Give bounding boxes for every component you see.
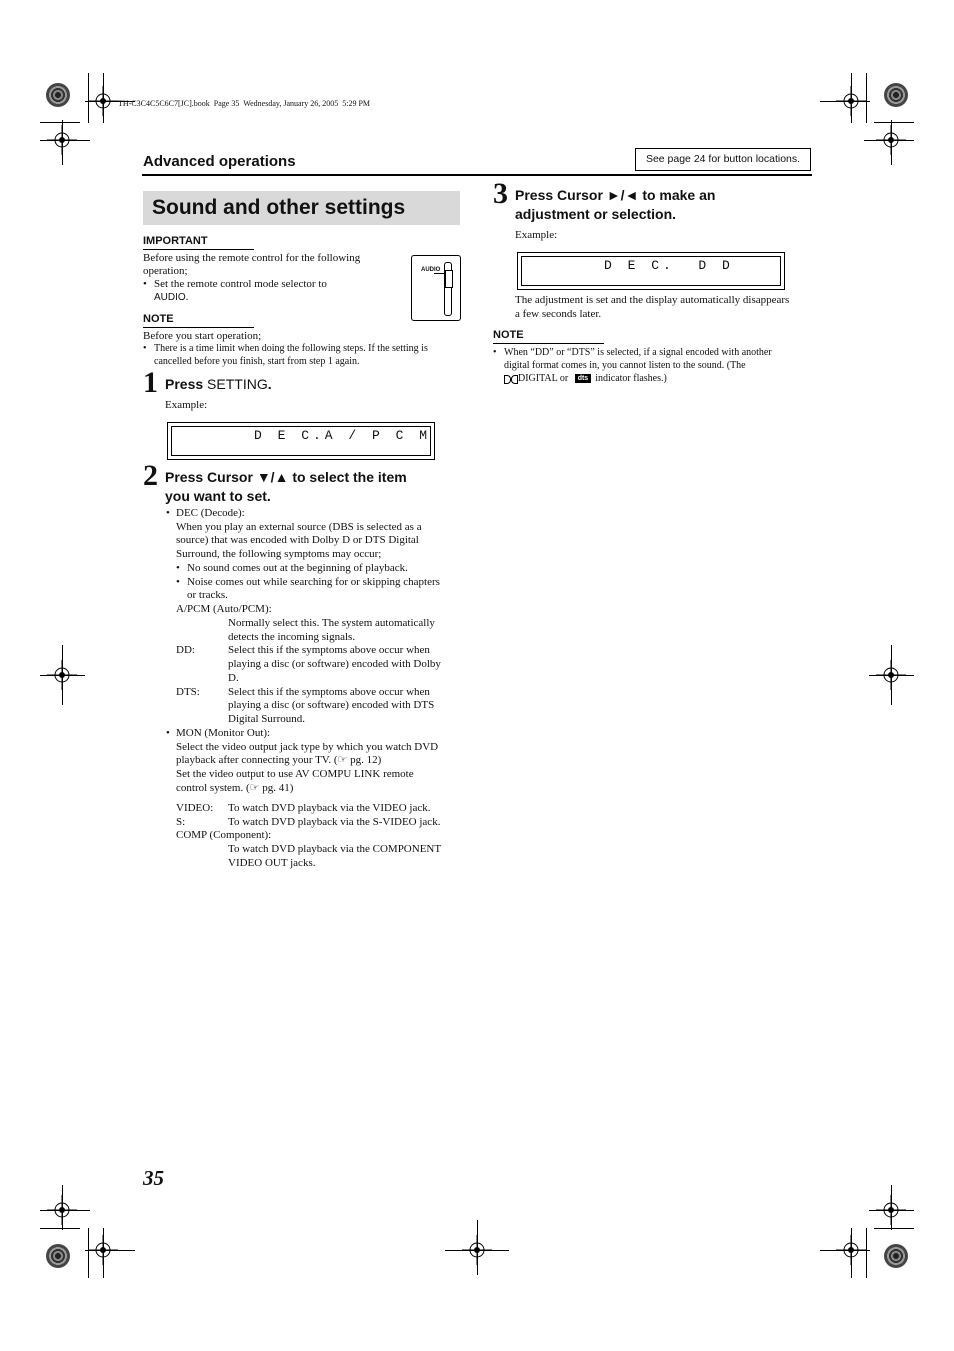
mon-text-3: Set the video output to use AV COMPU LINK remote [176, 768, 414, 780]
step-1-number: 1 [143, 366, 158, 399]
note-2-text-2: digital format comes in, you cannot listen to the sound. (The [504, 360, 746, 371]
dd-text-1: Select this if the symptoms above occur when [228, 644, 430, 656]
bullet-dot: • [143, 343, 147, 354]
step-3-title-line-2: adjustment or selection. [515, 206, 677, 222]
symptom-1: No sound comes out at the beginning of playback. [187, 562, 408, 574]
page-title: Sound and other settings [152, 196, 406, 219]
display-readout: D E C.A / P C M [254, 428, 432, 443]
display-panel-step-1 [167, 422, 435, 460]
dd-key: DD: [176, 644, 195, 656]
comp-text-1: To watch DVD playback via the COMPONENT [228, 843, 442, 855]
dts-logo-icon: dts [575, 374, 592, 383]
mode-selector-illustration [411, 255, 461, 321]
dts-key: DTS: [176, 686, 200, 698]
important-rule [143, 249, 254, 250]
important-text-1: Before using the remote control for the following [143, 252, 361, 264]
step-3-title-line-1: Press Cursor ►/◄ to make an [515, 187, 716, 203]
bullet-dot: • [493, 347, 497, 358]
dec-text-2: source) that was encoded with Dolby D or DTS Digital [176, 534, 419, 546]
dts-text-3: Digital Surround. [228, 713, 305, 725]
step-3-text-1: The adjustment is set and the display automatically disappears [515, 294, 790, 306]
mon-text-2: playback after connecting your TV. (☞ pg. 12) [176, 754, 382, 766]
comp-text-2: VIDEO OUT jacks. [228, 857, 316, 869]
display-panel-step-3 [517, 252, 785, 290]
registration-rosette-icon [884, 1244, 908, 1268]
step-2-title-line-2: you want to set. [165, 488, 271, 504]
note-bullet-2: cancelled before you finish, start from step 1 again. [154, 356, 360, 367]
symptom-2-line-2: or tracks. [187, 589, 228, 601]
bullet-dot: • [166, 507, 170, 519]
apcm-text-2: detects the incoming signals. [228, 631, 356, 643]
see-page-box: See page 24 for button locations. [635, 148, 811, 171]
bullet-dot: • [143, 278, 147, 290]
print-info: TH-C3C4C5C6C7[JC].book Page 35 Wednesday, January 26, 2005 5:29 PM [118, 99, 371, 108]
dec-heading: DEC (Decode): [176, 507, 245, 519]
indicator-text: indicator flashes.) [595, 373, 667, 384]
step-1-example-label: Example: [165, 399, 208, 411]
page-number: 35 [143, 1166, 164, 1190]
step-2-number: 2 [143, 459, 158, 492]
note-rule [493, 343, 604, 344]
video-text: To watch DVD playback via the VIDEO jack. [228, 802, 431, 814]
dec-text-3: Surround, the following symptoms may occur; [176, 548, 382, 560]
important-text-2: operation; [143, 265, 188, 277]
note-2-text-3 [504, 372, 667, 386]
dts-text-2: playing a disc (or software) encoded with DTS [228, 699, 435, 711]
registration-rosette-icon [46, 83, 70, 107]
registration-rosette-icon [46, 1244, 70, 1268]
bullet-dot: • [176, 576, 180, 588]
step-2-title-line-1: Press Cursor ▼/▲ to select the item [165, 469, 407, 485]
step-1-title-prefix: Press [165, 376, 208, 392]
mon-text-4: control system. (☞ pg. 41) [176, 782, 294, 794]
apcm-heading: A/PCM (Auto/PCM): [176, 603, 272, 615]
section-header: Advanced operations [143, 153, 296, 170]
important-bullet-1: Set the remote control mode selector to [154, 278, 327, 290]
step-3-example-label: Example: [515, 229, 558, 241]
note-2-text-1: When “DD” or “DTS” is selected, if a signal encoded with another [504, 347, 772, 358]
header-rule [142, 174, 812, 176]
digital-text: DIGITAL or [518, 373, 569, 384]
apcm-text-1: Normally select this. The system automatically [228, 617, 435, 629]
symptom-2-line-1: Noise comes out while searching for or skipping chapters [187, 576, 440, 588]
note-label: NOTE [143, 313, 174, 325]
s-text: To watch DVD playback via the S-VIDEO jack. [228, 816, 441, 828]
important-label: IMPORTANT [143, 235, 208, 247]
video-key: VIDEO: [176, 802, 214, 814]
step-1-title [165, 375, 272, 394]
page-title-bar [143, 191, 460, 225]
dec-text-1: When you play an external source (DBS is selected as a [176, 521, 422, 533]
step-3-number: 3 [493, 177, 508, 210]
mon-heading: MON (Monitor Out): [176, 727, 271, 739]
selector-audio-label: AUDIO [421, 267, 441, 273]
dd-text-2: playing a disc (or software) encoded with Dolby [228, 658, 441, 670]
bullet-dot: • [176, 562, 180, 574]
note-bullet-1: There is a time limit when doing the following steps. If the setting is [154, 343, 428, 354]
selector-knob-line [434, 273, 446, 274]
step-3-text-2: a few seconds later. [515, 308, 602, 320]
note-label: NOTE [493, 329, 524, 341]
step-1-title-suffix: . [267, 376, 272, 392]
note-text-1: Before you start operation; [143, 330, 262, 342]
audio-mode-text: AUDIO [154, 292, 186, 303]
s-key: S: [176, 816, 186, 828]
important-bullet-2 [154, 291, 188, 305]
setting-button-name: SETTING [207, 376, 268, 392]
period: . [185, 291, 189, 303]
registration-rosette-icon [884, 83, 908, 107]
dolby-double-d-icon [504, 375, 518, 383]
comp-heading: COMP (Component): [176, 829, 272, 841]
dts-text-1: Select this if the symptoms above occur when [228, 686, 430, 698]
dd-text-3: D. [228, 672, 239, 684]
note-rule [143, 327, 254, 328]
selector-knob [445, 270, 453, 288]
bullet-dot: • [166, 727, 170, 739]
display-readout: D E C. D D [604, 258, 734, 273]
mon-text-1: Select the video output jack type by which you watch DVD [176, 741, 439, 753]
